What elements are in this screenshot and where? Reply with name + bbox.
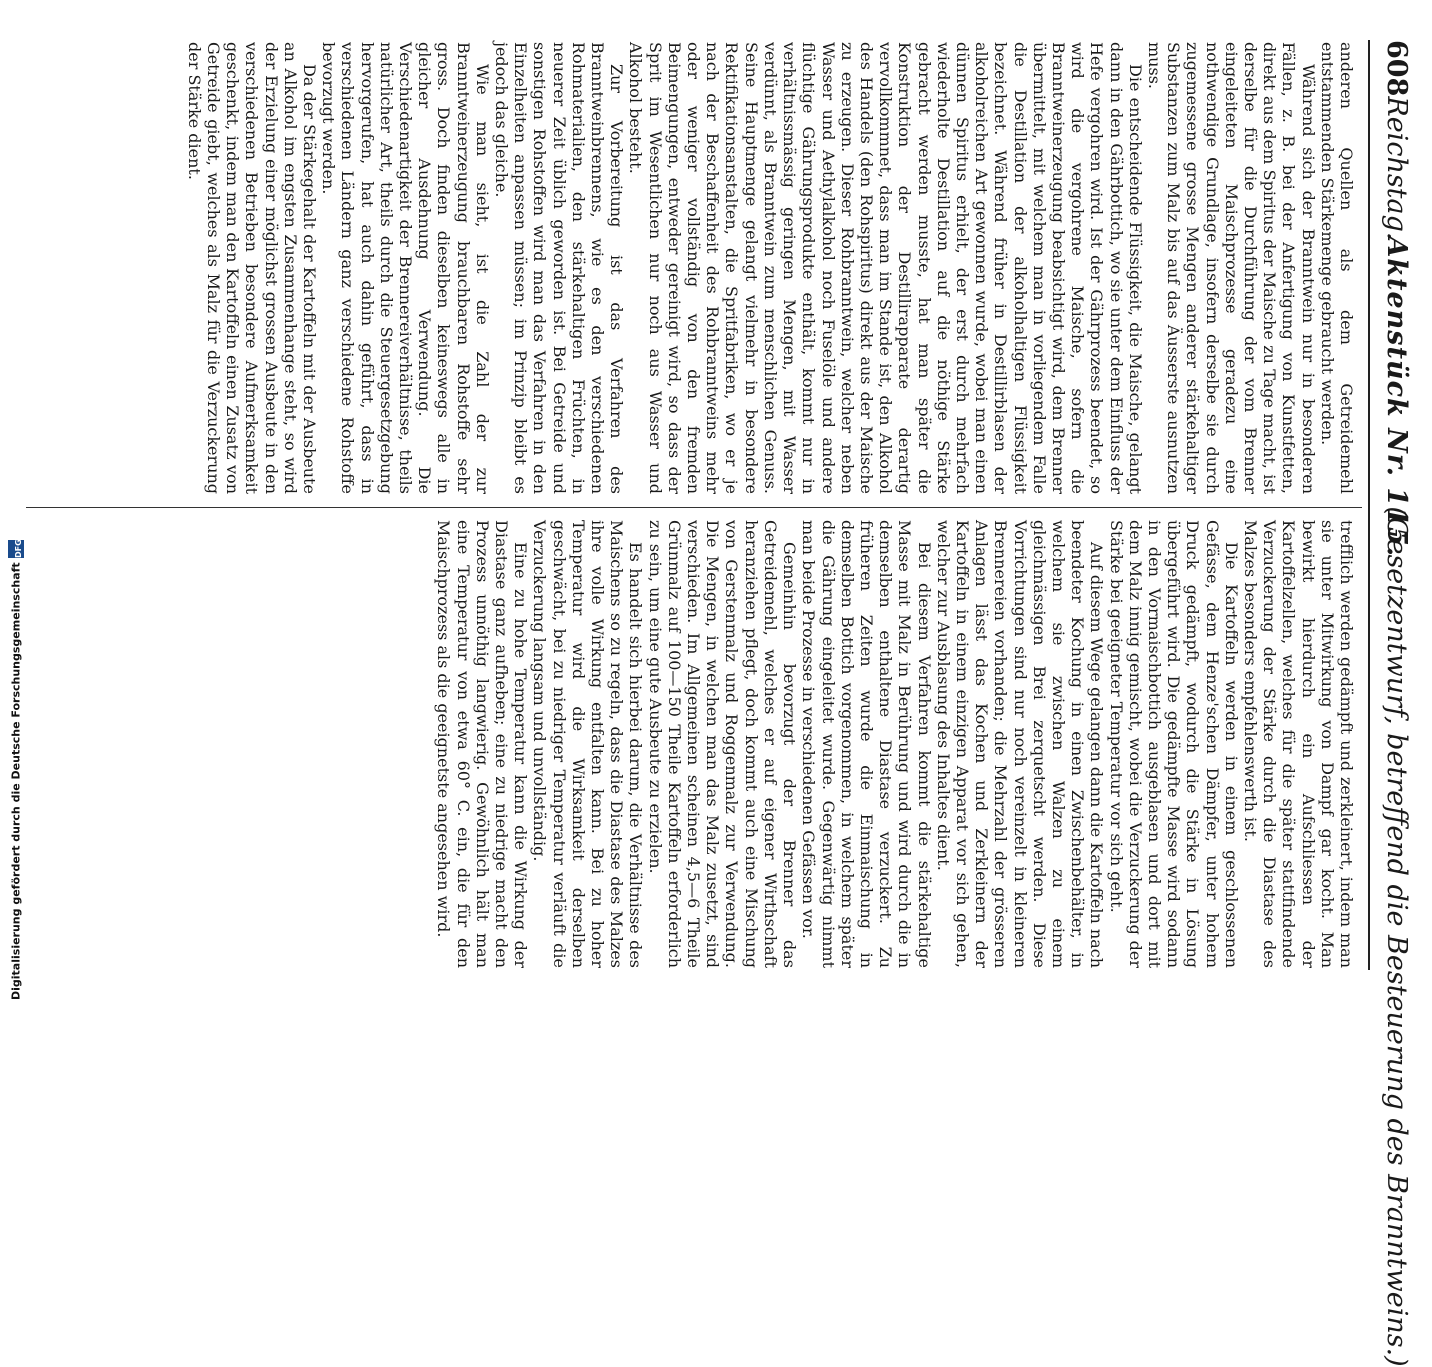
paragraph: anderen Quellen als dem Getreidemehl entstammenden Stärkemenge gebraucht werden. [1317,42,1356,494]
dfg-logo-icon: DFG [8,540,24,559]
paragraph: Die entscheidende Flüssigkeit, die Maische, gelangt dann in den Gährbottich, wo sie unter dem Einfluss der Hefe vergohren wird. Ist der Gährprozess beendet, so wird die vergohrene Maische, sofern die Branntweinerzeugung beabsichtigt wird, dem Brenner übermittelt, mit welchem man in vorliegendem Falle die Destillation der alkoholhaltigen Flüssigkeit bezeichnet. Während früher in Destillirblasen der alkoholreichen Art gewonnen wurde, wobei man einen dünnen Spiritus erhielt, der erst durch mehrfach wiederholte Destillation auf die nöthige Stärke gebracht werden musste, hat man später die Konstruktion der Destillirapparate derartig vervollkommnet, dass man im Stande ist, den Alkohol des Handels (den Rohspiritus) direkt aus der Maische zu erzeugen. Dieser Rohbranntwein, welcher neben Wasser und Aethylalkohol noch Fuselöle und andere flüchtige Gährungsprodukte enthält, kommt nur in verhältnissmässig geringen Mengen, mit Wasser verdünnt, als Branntwein zum menschlichen Genuss. Seine Hauptmenge gelangt vielmehr in besondere Rektifikationsanstalten, die Spritfabriken, wo er je nach der Beschaffenheit des Rohbranntweins mehr oder weniger vollständig von den fremden Beimengungen, entweder gereinigt wird, so dass der Sprit im Wesentlichen nur noch aus Wasser und Alkohol besteht. [626,42,1145,494]
digitization-credit [6,539,26,1000]
page-header [1368,40,1424,1367]
paragraph: trefflich werden gedämpft und zerkleinert, indem man sie unter Mitwirkung von Dampf gar kocht. Man bewirkt hierdurch ein Aufschliessen der Kartoffelzellen, welches für die später stattfindende Verzuckerung der Stärke durch die Diastase des Malzes besonders empfehlenswerth ist. [1240,520,1356,968]
paragraph: Während sich der Branntwein nur in besonderen Fällen, z. B. bei der Anfertigung von Kunstfetten, direkt aus dem Spiritus der Maische zu Tage macht, ist derselbe für die Durchführung der vom Brenner eingeleiteten Maischprozesse geradezu eine nothwendige Grundlage, insofern derselbe sie durch zugemessene grosse Mengen anderer stärkehaltiger Substanzen zum Malz bis auf das Äusserste ausnutzen muss. [1144,42,1318,494]
paragraph: Gemeinhin bevorzugt der Brenner das Getreidemehl, welches er auf eigener Wirthschaft heranziehen pflegt, doch kommt auch eine Mischung von Gerstenmalz und Roggenmalz zur Verwendung. Die Mengen, in welchen man das Malz zusetzt, sind verschieden. Im Allgemeinen scheinen 4,5—6 Theile Grünmalz auf 100—150 Theile Kartoffeln erforderlich zu sein, um eine gute Ausbeute zu erzielen. [645,520,800,968]
page-number: 608 [1381,40,1413,97]
paragraph: Da der Stärkegehalt der Kartoffeln mit der Ausbeute an Alkohol im engsten Zusammenhange steht, so wird der Erzielung einer möglichst grossen Ausbeute in den verschiedenen Betrieben besondere Aufmerksamkeit geschenkt, indem man den Kartoffeln einen Zusatz von Getreide giebt, welches als Malz für die Verzuckerung der Stärke dient. [184,42,320,494]
paragraph: Die Kartoffeln werden in einem geschlossenen Gefässe, dem Henze'schen Dämpfer, unter hohem Druck gedämpft, wodurch die Stärke in Lösung übergeführt wird. Die gedämpfte Masse wird sodann in den Vormaischbottich ausgeblasen und dort mit dem Malz innig gemischt, wobei die Verzuckerung der Stärke bei geeigneter Temperatur vor sich geht. [1106,520,1241,968]
digitization-text: Digitalisierung gefördert durch die Deutsche Forschungsgemeinschaft [9,562,23,1000]
issue-title: Aktenstück Nr. 115. [1381,236,1413,558]
section-title: Reichstag. [1381,96,1413,241]
left-column [28,42,1356,494]
subject-title: (Gesetzentwurf, betreffend die Besteuerung des Branntweins.) [1381,506,1413,1367]
paragraph: Bei diesem Verfahren kommt die stärkehaltige Masse mit Malz in Berührung und wird durch die in demselben enthaltene Diastase verzuckert. Zu früheren Zeiten wurde die Einmaischung in demselben Bottich vorgenommen, in welchem später die Gährung eingeleitet wurde. Gegenwärtig nimmt man beide Prozesse in verschiedenen Gefässen vor. [799,520,934,968]
paragraph: Wie man sieht, ist die Zahl der zur Branntweinerzeugung brauchbaren Rohstoffe sehr gross. Doch finden dieselben keineswegs alle in gleicher Ausdehnung Verwendung. Die Verschiedenartigkeit der Brennereiverhältnisse, theils natürlicher Art, theils durch die Steuergesetzgebung hervorgerufen, hat auch dahin geführt, dass in verschiedenen Ländern ganz verschiedene Rohstoffe bevorzugt werden. [319,42,492,494]
column-divider [26,507,1362,508]
paragraph: Eine zu hohe Temperatur kann die Wirkung der Diastase ganz aufheben; eine zu niedrige macht den Prozess unnöthig langwierig. Gewöhnlich hält man eine Temperatur von etwa 60° C. ein, die für den Maischprozess als die geeignetste angesehen wird. [434,520,531,968]
right-column [28,520,1356,968]
paragraph: Es handelt sich hierbei darum, die Verhältnisse des Maischens so zu regeln, dass die Diastase des Malzes ihre volle Wirkung entfalten kann. Bei zu hoher Temperatur wird die Wirksamkeit derselben geschwächt, bei zu niedriger Temperatur verläuft die Verzuckerung langsam und unvollständig. [530,520,646,968]
paragraph: Zur Vorbereitung ist das Verfahren des Branntweinbrennens, wie es den verschiedenen Rohmaterialien, den stärkehaltigen Früchten, in neuerer Zeit üblich geworden ist. Bei Getreide und sonstigen Rohstoffen wird man das Verfahren in den Einzelheiten anpassen müssen; im Prinzip bleibt es jedoch das gleiche. [492,42,627,494]
paragraph: Auf diesem Wege gelangen dann die Kartoffeln nach beendeter Kochung in einen Zwischenbehälter, in welchem sie zwischen Walzen zu einem gleichmässigen Brei zerquetscht werden. Diese Vorrichtungen sind nur noch vereinzelt in kleineren Brennereien vorhanden; die Mehrzahl der grösseren Anlagen lässt das Kochen und Zerkleinern der Kartoffeln in einem einzigen Apparat vor sich gehen, welcher zur Ausblasung des Inhaltes dient. [933,520,1107,968]
